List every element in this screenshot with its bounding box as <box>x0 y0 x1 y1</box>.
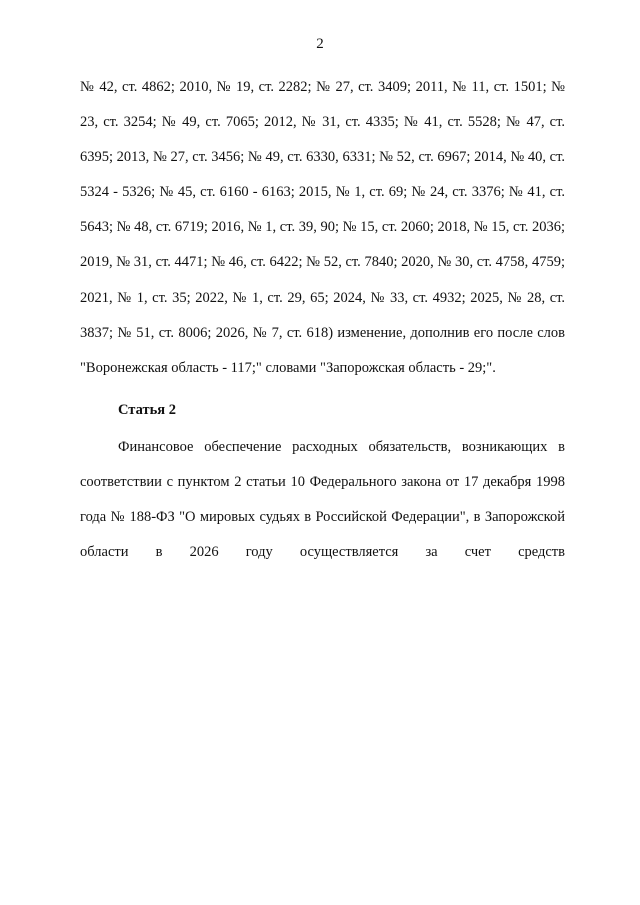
page-number: 2 <box>316 36 324 52</box>
article-paragraph: Финансовое обеспечение расходных обязательств, возникающих в соответствии с пунктом 2 статьи 10 Федерального закона от 17 декабря 1998 года № 188-ФЗ "О мировых судьях в Российской Федерации", в Запорожской области в 2026 году осуществляется за счет средств <box>80 438 565 561</box>
continuation-paragraph: № 42, ст. 4862; 2010, № 19, ст. 2282; № 27, ст. 3409; 2011, № 11, ст. 1501; № 23, ст. 3254; № 49, ст. 7065; 2012, № 31, ст. 4335; № 41, ст. 5528; № 47, ст. 6395; 2013, № 27, ст. 3456; № 49, ст. 6330, 6331; № 52, ст. 6967; 2014, № 40, ст. 5324 - 5326; № 45, ст. 6160 - 6163; 2015, № 1, ст. 69; № 24, ст. 3376; № 41, ст. 5643; № 48, ст. 6719; 2016, № 1, ст. 39, 90; № 15, ст. 2060; 2018, № 15, ст. 2036; 2019, № 31, ст. 4471; № 46, ст. 6422; № 52, ст. 7840; 2020, № 30, ст. 4758, 4759; 2021, № 1, ст. 35; 2022, № 1, ст. 29, 65; 2024, № 33, ст. 4932; 2025, № 28, ст. 3837; № 51, ст. 8006; 2026, № 7, ст. 618) изменение, дополнив его после слов "Воронежская область - 117;" словами "Запорожская область - 29;". <box>80 79 565 376</box>
document-body <box>80 70 565 570</box>
article-heading: Статья 2 <box>118 401 176 418</box>
